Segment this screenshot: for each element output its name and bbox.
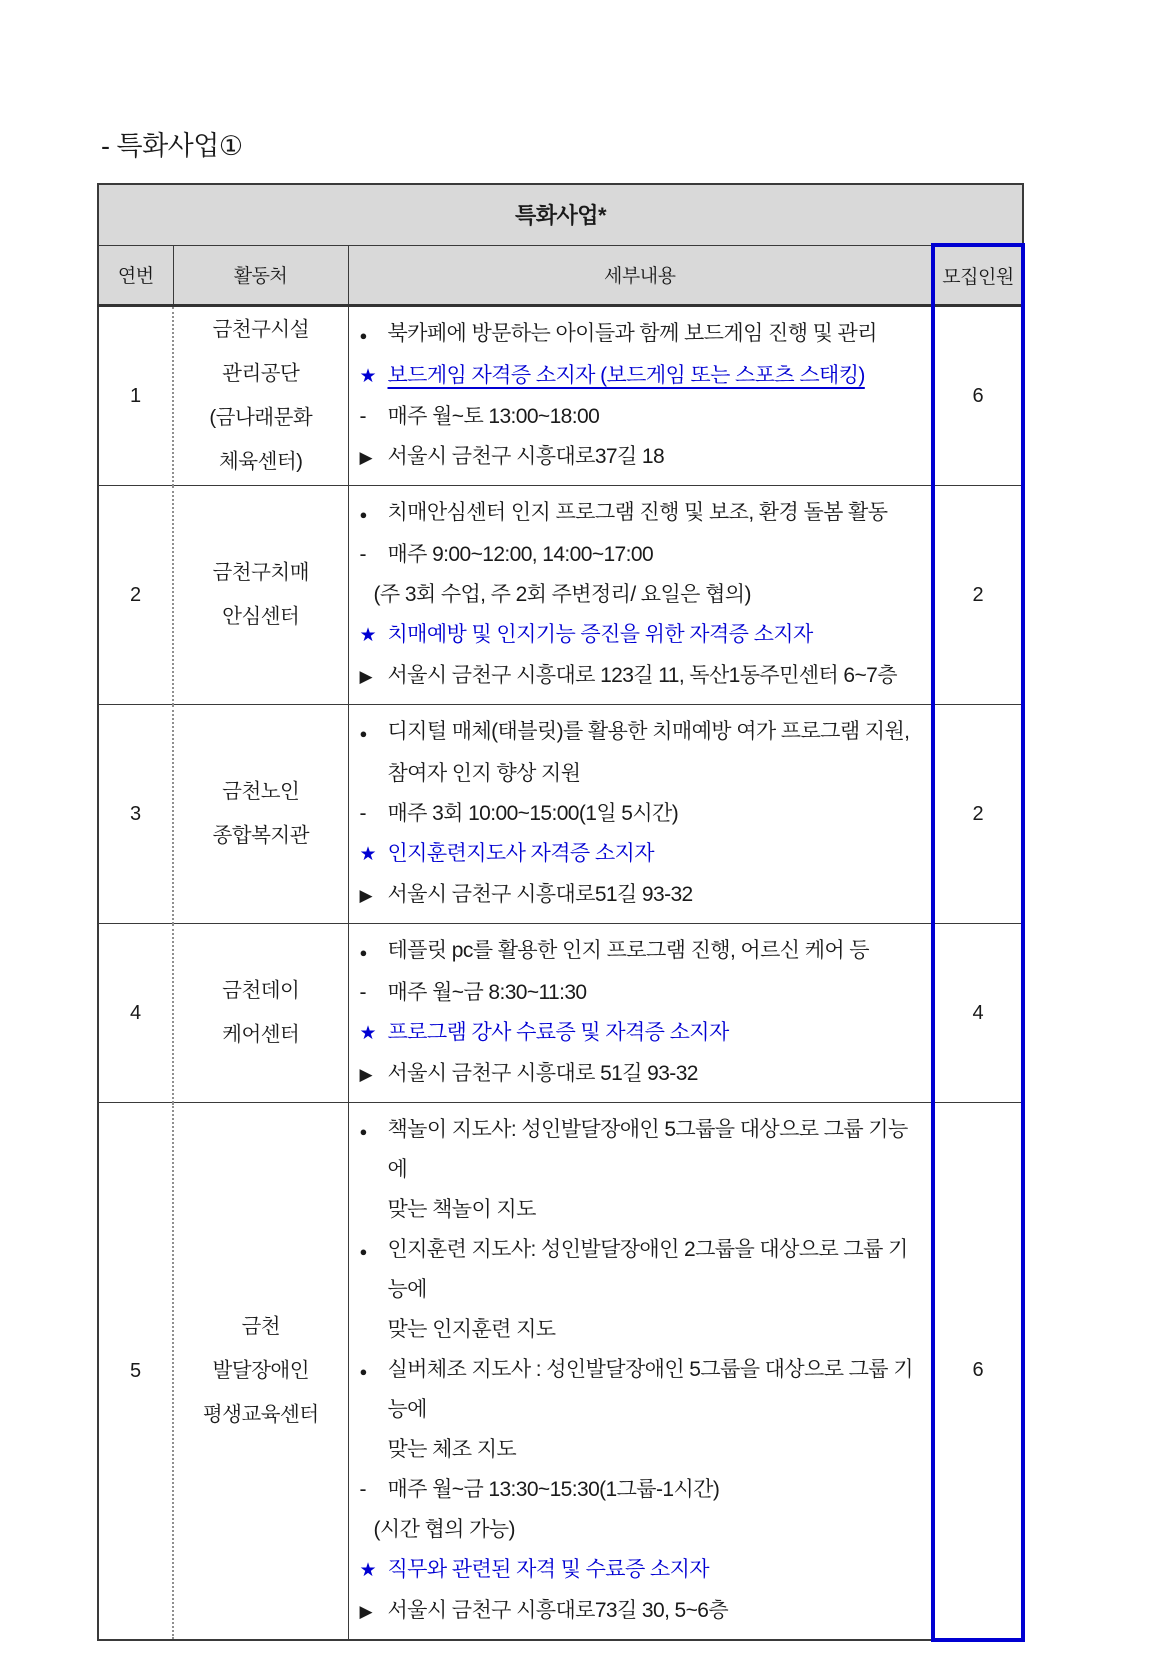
detail-line [360,1550,926,1591]
arrow-icon: ▶ [359,448,372,467]
detail-text: 책놀이 지도사: 성인발달장애인 5그룹을 대상으로 그룹 기능에 [387,1118,908,1181]
detail-line [360,493,926,535]
bullet-icon: ● [359,945,367,960]
table-row [98,705,1023,924]
org-line: 금천데이 [222,979,300,1002]
detail-text: 치매안심센터 인지 프로그램 진행 및 보조, 환경 돌봄 활동 [387,501,888,524]
detail-line [360,1013,926,1054]
program-table [97,183,1025,1642]
arrow-icon: ▶ [359,667,372,686]
bullet-icon: ● [359,726,367,741]
detail-cell [348,1103,933,1641]
star-icon: ★ [359,844,376,865]
detail-text: 서울시 금천구 시흥대로51길 93-32 [387,883,693,906]
detail-text: 서울시 금천구 시흥대로 51길 93-32 [387,1062,698,1085]
bullet-icon: ● [359,328,367,343]
detail-text: 치매예방 및 인지기능 증진을 위한 자격증 소지자 [387,623,813,646]
detail-text: 실버체조 지도사 : 성인발달장애인 5그룹을 대상으로 그룹 기능에 [387,1358,913,1421]
detail-text: 맞는 인지훈련 지도 [387,1318,556,1341]
detail-text: 프로그램 강사 수료증 및 자격증 소지자 [387,1021,729,1044]
dash-marker: - [359,543,366,566]
capacity-cell: 6 [933,306,1023,486]
detail-text: 보드게임 자격증 소지자 (보드게임 또는 스포츠 스태킹) [387,364,865,387]
detail-text: 맞는 책놀이 지도 [387,1198,536,1221]
detail-line [360,973,926,1013]
table-row [98,486,1023,705]
org-cell [173,1103,348,1641]
org-cell [173,924,348,1103]
row-number: 1 [98,306,173,486]
detail-text: 테플릿 pc를 활용한 인지 프로그램 진행, 어르신 케어 등 [387,939,869,962]
detail-line [360,1591,926,1632]
detail-text: 매주 9:00~12:00, 14:00~17:00 [387,543,654,566]
org-cell [173,705,348,924]
table-row [98,924,1023,1103]
detail-text: 서울시 금천구 시흥대로37길 18 [387,445,665,468]
dash-marker: - [359,1478,366,1501]
org-line: 안심센터 [222,605,300,628]
detail-text: 참여자 인지 향상 지원 [387,762,581,785]
page-title: - 특화사업① [101,131,243,161]
detail-text: 디지털 매체(태블릿)를 활용한 치매예방 여가 프로그램 지원, [387,720,910,743]
arrow-icon: ▶ [359,1602,372,1621]
detail-text: 매주 월~금 13:30~15:30(1그룹-1시간) [387,1478,720,1501]
col-header-capacity: 모집인원 [933,245,1023,306]
table-body [98,306,1023,1641]
dash-marker: - [359,405,366,428]
capacity-cell: 4 [933,924,1023,1103]
star-icon: ★ [359,366,376,387]
detail-text: 매주 월~토 13:00~18:00 [387,405,600,428]
detail-line [360,314,926,356]
detail-line [360,712,926,754]
detail-line [360,794,926,834]
detail-cell [348,705,933,924]
star-icon: ★ [359,1023,376,1044]
dash-marker: - [359,802,366,825]
detail-line [360,1054,926,1095]
detail-text: 맞는 체조 지도 [387,1438,517,1461]
org-line: 금천구치매 [212,561,309,584]
detail-line [360,1190,926,1230]
row-number: 3 [98,705,173,924]
detail-cell [348,924,933,1103]
table-title: 특화사업* [98,184,1023,245]
capacity-cell: 6 [933,1103,1023,1641]
detail-text: 인지훈련 지도사: 성인발달장애인 2그룹을 대상으로 그룹 기능에 [387,1238,908,1301]
org-line: 발달장애인 [212,1359,309,1382]
detail-text: 인지훈련지도사 자격증 소지자 [387,842,654,865]
star-icon: ★ [359,1560,376,1581]
bullet-icon: ● [359,507,367,522]
detail-line [360,356,926,397]
detail-line [360,875,926,916]
col-header-no: 연번 [98,245,173,306]
arrow-icon: ▶ [359,886,372,905]
detail-line [360,397,926,437]
detail-line [360,615,926,656]
star-icon: ★ [359,625,376,646]
detail-line [360,1430,926,1470]
detail-line [360,1310,926,1350]
detail-line [360,1510,926,1550]
detail-line [360,931,926,973]
row-number: 5 [98,1103,173,1641]
row-number: 2 [98,486,173,705]
table-row [98,1103,1023,1641]
detail-text: 북카페에 방문하는 아이들과 함께 보드게임 진행 및 관리 [387,322,877,345]
org-line: (금나래문화 [209,406,313,429]
table-title-row [98,184,1023,245]
org-line: 체육센터) [218,450,303,473]
detail-text: (시간 협의 가능) [373,1518,515,1541]
detail-line [360,1350,926,1430]
detail-text: 매주 월~금 8:30~11:30 [387,981,587,1004]
detail-text: 직무와 관련된 자격 및 수료증 소지자 [387,1558,709,1581]
dash-marker: - [359,981,366,1004]
org-line: 관리공단 [222,362,300,385]
detail-text: 서울시 금천구 시흥대로73길 30, 5~6층 [387,1599,729,1622]
detail-line [360,575,926,615]
detail-cell [348,306,933,486]
detail-line [360,834,926,875]
arrow-icon: ▶ [359,1065,372,1084]
org-line: 평생교육센터 [202,1403,319,1426]
col-header-org: 활동처 [173,245,348,306]
bullet-icon: ● [359,1364,367,1379]
org-cell [173,306,348,486]
capacity-cell: 2 [933,705,1023,924]
detail-text: 서울시 금천구 시흥대로 123길 11, 독산1동주민센터 6~7층 [387,664,897,687]
bullet-icon: ● [359,1124,367,1139]
row-number: 4 [98,924,173,1103]
capacity-cell: 2 [933,486,1023,705]
bullet-icon: ● [359,1244,367,1259]
detail-cell [348,486,933,705]
detail-line [360,1470,926,1510]
detail-text: 매주 3회 10:00~15:00(1일 5시간) [387,802,679,825]
detail-line [360,1230,926,1310]
detail-line [360,437,926,478]
table-row [98,306,1023,486]
org-line: 케어센터 [222,1023,300,1046]
table-header-row [98,245,1023,306]
col-header-detail: 세부내용 [348,245,933,306]
detail-text: (주 3회 수업, 주 2회 주변정리/ 요일은 협의) [373,583,751,606]
detail-line [360,1110,926,1190]
detail-line [360,656,926,697]
org-line: 종합복지관 [212,824,309,847]
org-cell [173,486,348,705]
detail-line [360,754,926,794]
detail-line [360,535,926,575]
org-line: 금천노인 [222,780,300,803]
org-line: 금천구시설 [212,318,309,341]
org-line: 금천 [241,1315,281,1338]
